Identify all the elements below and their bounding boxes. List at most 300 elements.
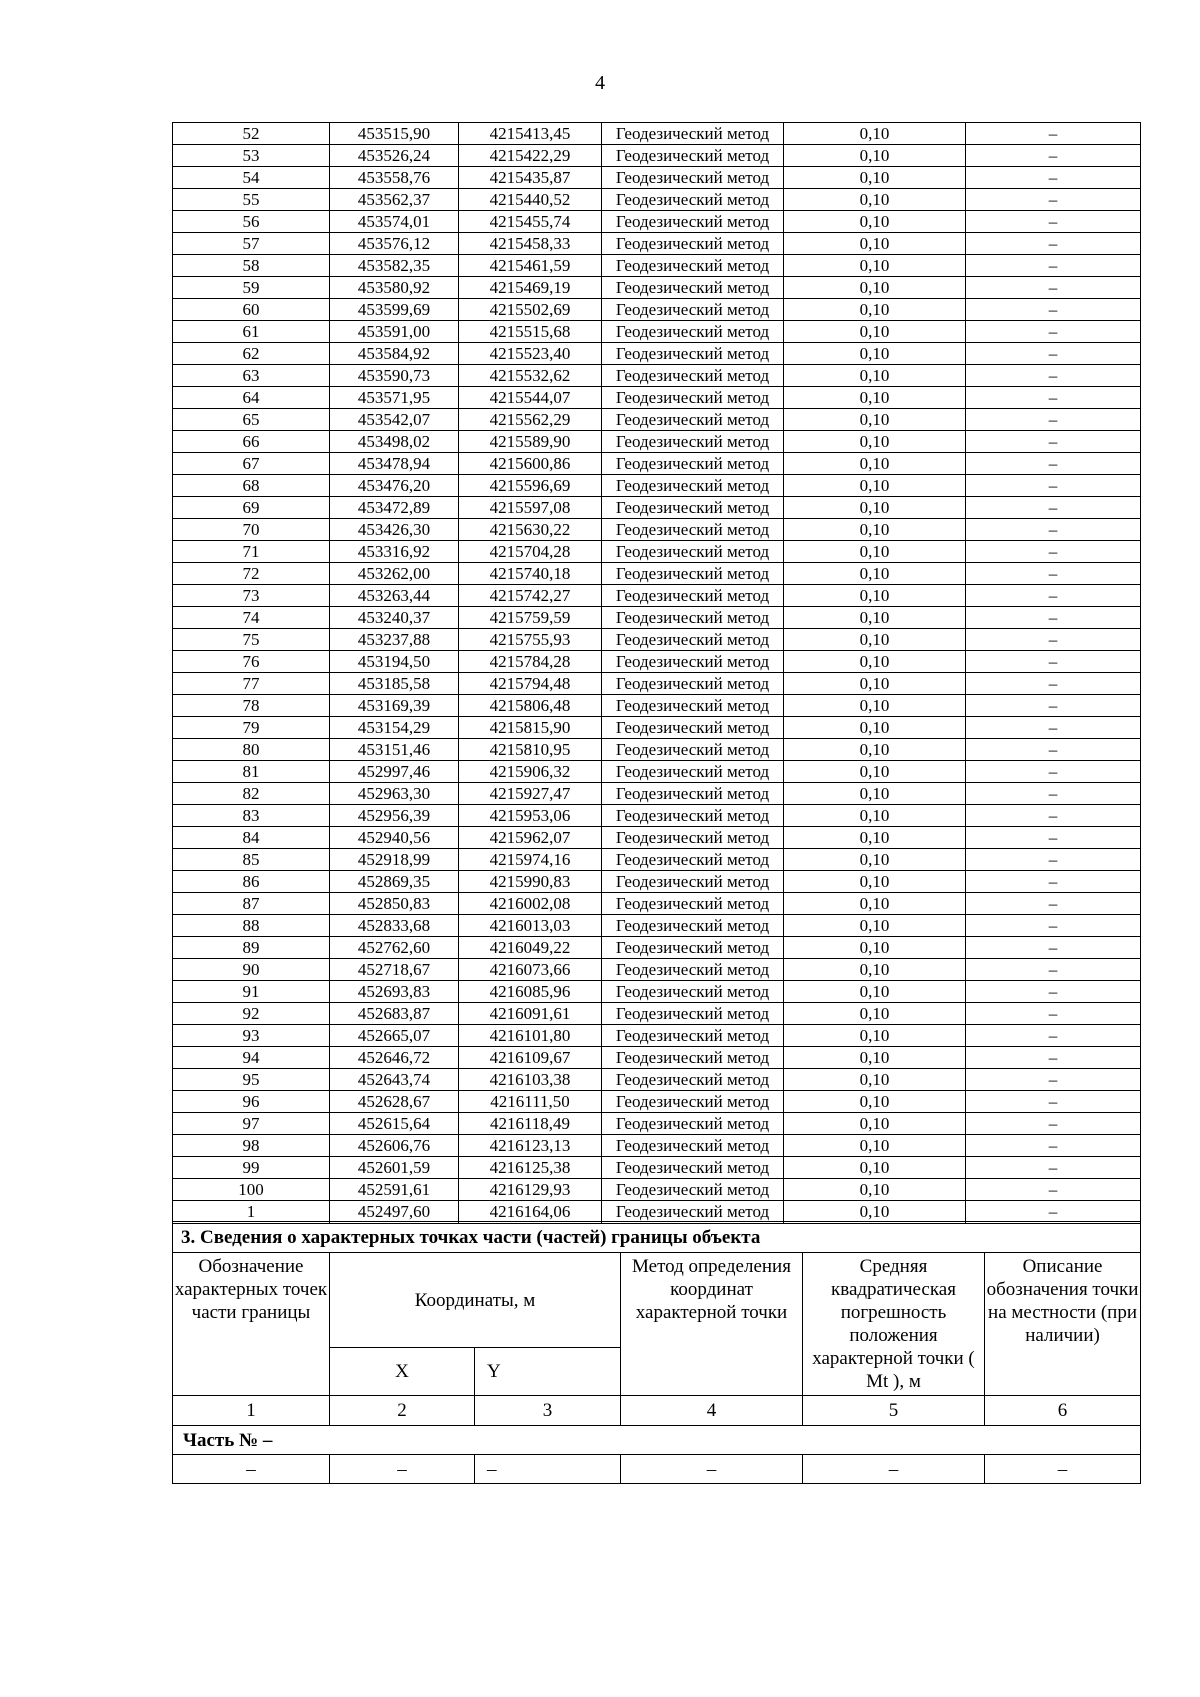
description-cell: – bbox=[966, 497, 1141, 519]
method-cell: Геодезический метод bbox=[602, 585, 784, 607]
description-cell: – bbox=[966, 321, 1141, 343]
table-row bbox=[173, 321, 1141, 343]
table-row bbox=[173, 189, 1141, 211]
table-row bbox=[173, 827, 1141, 849]
table-row bbox=[173, 475, 1141, 497]
description-cell: – bbox=[966, 211, 1141, 233]
x-coordinate-cell: 453558,76 bbox=[330, 167, 459, 189]
y-coordinate-cell: 4215455,74 bbox=[459, 211, 602, 233]
section3-title: 3. Сведения о характерных точках части (частей) границы объекта bbox=[173, 1222, 1141, 1253]
point-number-cell: 78 bbox=[173, 695, 330, 717]
error-cell: 0,10 bbox=[784, 1179, 966, 1201]
description-cell: – bbox=[966, 783, 1141, 805]
description-cell: – bbox=[966, 299, 1141, 321]
y-coordinate-cell: 4216125,38 bbox=[459, 1157, 602, 1179]
x-coordinate-cell: 452963,30 bbox=[330, 783, 459, 805]
table-row bbox=[173, 343, 1141, 365]
error-cell: 0,10 bbox=[784, 893, 966, 915]
point-number-cell: 56 bbox=[173, 211, 330, 233]
description-cell: – bbox=[966, 717, 1141, 739]
x-coordinate-cell: 453580,92 bbox=[330, 277, 459, 299]
method-cell: Геодезический метод bbox=[602, 761, 784, 783]
table-row bbox=[173, 893, 1141, 915]
description-cell: – bbox=[966, 343, 1141, 365]
method-cell: Геодезический метод bbox=[602, 211, 784, 233]
description-cell: – bbox=[966, 827, 1141, 849]
error-cell: 0,10 bbox=[784, 827, 966, 849]
x-coordinate-cell: 453574,01 bbox=[330, 211, 459, 233]
method-cell: Геодезический метод bbox=[602, 849, 784, 871]
description-cell: – bbox=[966, 585, 1141, 607]
point-number-cell: 82 bbox=[173, 783, 330, 805]
x-coordinate-cell: 452956,39 bbox=[330, 805, 459, 827]
method-cell: Геодезический метод bbox=[602, 541, 784, 563]
x-coordinate-cell: 452665,07 bbox=[330, 1025, 459, 1047]
x-coordinate-cell: 452683,87 bbox=[330, 1003, 459, 1025]
point-number-cell: 90 bbox=[173, 959, 330, 981]
error-cell: 0,10 bbox=[784, 1047, 966, 1069]
column-number: 5 bbox=[803, 1396, 985, 1426]
empty-cell: – bbox=[621, 1455, 803, 1484]
method-cell: Геодезический метод bbox=[602, 937, 784, 959]
x-coordinate-cell: 453576,12 bbox=[330, 233, 459, 255]
point-number-cell: 67 bbox=[173, 453, 330, 475]
error-cell: 0,10 bbox=[784, 585, 966, 607]
point-number-cell: 69 bbox=[173, 497, 330, 519]
table-row bbox=[173, 1047, 1141, 1069]
description-cell: – bbox=[966, 475, 1141, 497]
point-number-cell: 81 bbox=[173, 761, 330, 783]
description-cell: – bbox=[966, 673, 1141, 695]
table-row bbox=[173, 497, 1141, 519]
method-cell: Геодезический метод bbox=[602, 1113, 784, 1135]
error-cell: 0,10 bbox=[784, 981, 966, 1003]
method-cell: Геодезический метод bbox=[602, 145, 784, 167]
method-cell: Геодезический метод bbox=[602, 827, 784, 849]
empty-cell: – bbox=[985, 1455, 1141, 1484]
x-coordinate-cell: 452940,56 bbox=[330, 827, 459, 849]
description-cell: – bbox=[966, 695, 1141, 717]
y-coordinate-cell: 4215596,69 bbox=[459, 475, 602, 497]
table-row bbox=[173, 651, 1141, 673]
header-y: Y bbox=[475, 1347, 621, 1395]
error-cell: 0,10 bbox=[784, 1025, 966, 1047]
error-cell: 0,10 bbox=[784, 1069, 966, 1091]
point-number-cell: 77 bbox=[173, 673, 330, 695]
table-row bbox=[173, 1179, 1141, 1201]
header-designation: Обозначение характерных точек части границы bbox=[173, 1253, 330, 1396]
description-cell: – bbox=[966, 277, 1141, 299]
table-row bbox=[173, 123, 1141, 145]
method-cell: Геодезический метод bbox=[602, 1025, 784, 1047]
point-number-cell: 55 bbox=[173, 189, 330, 211]
part-label: Часть № – bbox=[173, 1426, 1141, 1455]
table-row bbox=[173, 673, 1141, 695]
x-coordinate-cell: 452646,72 bbox=[330, 1047, 459, 1069]
y-coordinate-cell: 4216103,38 bbox=[459, 1069, 602, 1091]
method-cell: Геодезический метод bbox=[602, 167, 784, 189]
x-coordinate-cell: 453185,58 bbox=[330, 673, 459, 695]
method-cell: Геодезический метод bbox=[602, 673, 784, 695]
description-cell: – bbox=[966, 629, 1141, 651]
description-cell: – bbox=[966, 1003, 1141, 1025]
point-number-cell: 100 bbox=[173, 1179, 330, 1201]
description-cell: – bbox=[966, 541, 1141, 563]
table-row bbox=[173, 959, 1141, 981]
method-cell: Геодезический метод bbox=[602, 1201, 784, 1224]
y-coordinate-cell: 4215532,62 bbox=[459, 365, 602, 387]
error-cell: 0,10 bbox=[784, 651, 966, 673]
x-coordinate-cell: 452869,35 bbox=[330, 871, 459, 893]
description-cell: – bbox=[966, 893, 1141, 915]
x-coordinate-cell: 453562,37 bbox=[330, 189, 459, 211]
method-cell: Геодезический метод bbox=[602, 299, 784, 321]
x-coordinate-cell: 452693,83 bbox=[330, 981, 459, 1003]
error-cell: 0,10 bbox=[784, 189, 966, 211]
error-cell: 0,10 bbox=[784, 805, 966, 827]
table-row bbox=[173, 783, 1141, 805]
table-row bbox=[173, 519, 1141, 541]
error-cell: 0,10 bbox=[784, 629, 966, 651]
method-cell: Геодезический метод bbox=[602, 519, 784, 541]
table-row bbox=[173, 695, 1141, 717]
description-cell: – bbox=[966, 607, 1141, 629]
error-cell: 0,10 bbox=[784, 695, 966, 717]
x-coordinate-cell: 453590,73 bbox=[330, 365, 459, 387]
method-cell: Геодезический метод bbox=[602, 1135, 784, 1157]
point-number-cell: 93 bbox=[173, 1025, 330, 1047]
description-cell: – bbox=[966, 1091, 1141, 1113]
method-cell: Геодезический метод bbox=[602, 497, 784, 519]
y-coordinate-cell: 4215759,59 bbox=[459, 607, 602, 629]
x-coordinate-cell: 453316,92 bbox=[330, 541, 459, 563]
error-cell: 0,10 bbox=[784, 497, 966, 519]
error-cell: 0,10 bbox=[784, 937, 966, 959]
description-cell: – bbox=[966, 233, 1141, 255]
table-row bbox=[173, 387, 1141, 409]
y-coordinate-cell: 4215990,83 bbox=[459, 871, 602, 893]
y-coordinate-cell: 4215953,06 bbox=[459, 805, 602, 827]
description-cell: – bbox=[966, 123, 1141, 145]
point-number-cell: 89 bbox=[173, 937, 330, 959]
y-coordinate-cell: 4216111,50 bbox=[459, 1091, 602, 1113]
point-number-cell: 53 bbox=[173, 145, 330, 167]
point-number-cell: 79 bbox=[173, 717, 330, 739]
empty-cell: – bbox=[475, 1455, 621, 1484]
x-coordinate-cell: 453262,00 bbox=[330, 563, 459, 585]
description-cell: – bbox=[966, 519, 1141, 541]
point-number-cell: 97 bbox=[173, 1113, 330, 1135]
x-coordinate-cell: 453599,69 bbox=[330, 299, 459, 321]
y-coordinate-cell: 4215704,28 bbox=[459, 541, 602, 563]
y-coordinate-cell: 4215740,18 bbox=[459, 563, 602, 585]
point-number-cell: 98 bbox=[173, 1135, 330, 1157]
method-cell: Геодезический метод bbox=[602, 981, 784, 1003]
y-coordinate-cell: 4216129,93 bbox=[459, 1179, 602, 1201]
error-cell: 0,10 bbox=[784, 431, 966, 453]
section3-table bbox=[172, 1221, 1141, 1484]
method-cell: Геодезический метод bbox=[602, 1179, 784, 1201]
point-number-cell: 1 bbox=[173, 1201, 330, 1224]
table-row bbox=[173, 233, 1141, 255]
empty-cell: – bbox=[173, 1455, 330, 1484]
y-coordinate-cell: 4215440,52 bbox=[459, 189, 602, 211]
error-cell: 0,10 bbox=[784, 783, 966, 805]
method-cell: Геодезический метод bbox=[602, 453, 784, 475]
method-cell: Геодезический метод bbox=[602, 651, 784, 673]
y-coordinate-cell: 4215927,47 bbox=[459, 783, 602, 805]
description-cell: – bbox=[966, 167, 1141, 189]
table-row bbox=[173, 365, 1141, 387]
method-cell: Геодезический метод bbox=[602, 871, 784, 893]
y-coordinate-cell: 4215962,07 bbox=[459, 827, 602, 849]
description-cell: – bbox=[966, 1135, 1141, 1157]
description-cell: – bbox=[966, 849, 1141, 871]
y-coordinate-cell: 4215784,28 bbox=[459, 651, 602, 673]
method-cell: Геодезический метод bbox=[602, 695, 784, 717]
table-row bbox=[173, 563, 1141, 585]
method-cell: Геодезический метод bbox=[602, 321, 784, 343]
x-coordinate-cell: 453571,95 bbox=[330, 387, 459, 409]
method-cell: Геодезический метод bbox=[602, 387, 784, 409]
table-row bbox=[173, 453, 1141, 475]
point-number-cell: 57 bbox=[173, 233, 330, 255]
description-cell: – bbox=[966, 937, 1141, 959]
point-number-cell: 87 bbox=[173, 893, 330, 915]
header-description: Описание обозначения точки на местности (при наличии) bbox=[985, 1253, 1141, 1396]
y-coordinate-cell: 4215502,69 bbox=[459, 299, 602, 321]
error-cell: 0,10 bbox=[784, 387, 966, 409]
method-cell: Геодезический метод bbox=[602, 893, 784, 915]
error-cell: 0,10 bbox=[784, 717, 966, 739]
point-number-cell: 52 bbox=[173, 123, 330, 145]
point-number-cell: 83 bbox=[173, 805, 330, 827]
error-cell: 0,10 bbox=[784, 673, 966, 695]
method-cell: Геодезический метод bbox=[602, 277, 784, 299]
header-method: Метод определения координат характерной точки bbox=[621, 1253, 803, 1396]
error-cell: 0,10 bbox=[784, 343, 966, 365]
method-cell: Геодезический метод bbox=[602, 783, 784, 805]
point-number-cell: 91 bbox=[173, 981, 330, 1003]
point-number-cell: 61 bbox=[173, 321, 330, 343]
point-number-cell: 58 bbox=[173, 255, 330, 277]
table-row bbox=[173, 1003, 1141, 1025]
point-number-cell: 65 bbox=[173, 409, 330, 431]
description-cell: – bbox=[966, 761, 1141, 783]
y-coordinate-cell: 4215794,48 bbox=[459, 673, 602, 695]
error-cell: 0,10 bbox=[784, 321, 966, 343]
x-coordinate-cell: 452643,74 bbox=[330, 1069, 459, 1091]
y-coordinate-cell: 4216118,49 bbox=[459, 1113, 602, 1135]
empty-cell: – bbox=[803, 1455, 985, 1484]
point-number-cell: 75 bbox=[173, 629, 330, 651]
column-number: 3 bbox=[475, 1396, 621, 1426]
x-coordinate-cell: 453472,89 bbox=[330, 497, 459, 519]
error-cell: 0,10 bbox=[784, 959, 966, 981]
point-number-cell: 63 bbox=[173, 365, 330, 387]
method-cell: Геодезический метод bbox=[602, 475, 784, 497]
method-cell: Геодезический метод bbox=[602, 805, 784, 827]
y-coordinate-cell: 4215755,93 bbox=[459, 629, 602, 651]
point-number-cell: 85 bbox=[173, 849, 330, 871]
x-coordinate-cell: 452497,60 bbox=[330, 1201, 459, 1224]
error-cell: 0,10 bbox=[784, 1091, 966, 1113]
method-cell: Геодезический метод bbox=[602, 233, 784, 255]
point-number-cell: 84 bbox=[173, 827, 330, 849]
column-number: 6 bbox=[985, 1396, 1141, 1426]
point-number-cell: 70 bbox=[173, 519, 330, 541]
y-coordinate-cell: 4215806,48 bbox=[459, 695, 602, 717]
method-cell: Геодезический метод bbox=[602, 1047, 784, 1069]
column-number: 2 bbox=[330, 1396, 475, 1426]
point-number-cell: 94 bbox=[173, 1047, 330, 1069]
table-row bbox=[173, 1091, 1141, 1113]
error-cell: 0,10 bbox=[784, 277, 966, 299]
table-row bbox=[173, 1113, 1141, 1135]
point-number-cell: 80 bbox=[173, 739, 330, 761]
error-cell: 0,10 bbox=[784, 299, 966, 321]
table-row bbox=[173, 409, 1141, 431]
y-coordinate-cell: 4215597,08 bbox=[459, 497, 602, 519]
point-number-cell: 76 bbox=[173, 651, 330, 673]
x-coordinate-cell: 453169,39 bbox=[330, 695, 459, 717]
header-error: Средняя квадратическая погрешность положения характерной точки ( Mt ), м bbox=[803, 1253, 985, 1396]
table-row bbox=[173, 1135, 1141, 1157]
x-coordinate-cell: 453194,50 bbox=[330, 651, 459, 673]
table-row bbox=[173, 1069, 1141, 1091]
method-cell: Геодезический метод bbox=[602, 607, 784, 629]
y-coordinate-cell: 4216073,66 bbox=[459, 959, 602, 981]
point-number-cell: 54 bbox=[173, 167, 330, 189]
description-cell: – bbox=[966, 1201, 1141, 1224]
table-row bbox=[173, 277, 1141, 299]
error-cell: 0,10 bbox=[784, 409, 966, 431]
error-cell: 0,10 bbox=[784, 167, 966, 189]
x-coordinate-cell: 453240,37 bbox=[330, 607, 459, 629]
table-row bbox=[173, 541, 1141, 563]
x-coordinate-cell: 453584,92 bbox=[330, 343, 459, 365]
method-cell: Геодезический метод bbox=[602, 409, 784, 431]
description-cell: – bbox=[966, 1157, 1141, 1179]
method-cell: Геодезический метод bbox=[602, 343, 784, 365]
method-cell: Геодезический метод bbox=[602, 255, 784, 277]
table-row bbox=[173, 1025, 1141, 1047]
description-cell: – bbox=[966, 805, 1141, 827]
description-cell: – bbox=[966, 189, 1141, 211]
description-cell: – bbox=[966, 981, 1141, 1003]
error-cell: 0,10 bbox=[784, 761, 966, 783]
x-coordinate-cell: 453151,46 bbox=[330, 739, 459, 761]
y-coordinate-cell: 4215630,22 bbox=[459, 519, 602, 541]
description-cell: – bbox=[966, 409, 1141, 431]
x-coordinate-cell: 453237,88 bbox=[330, 629, 459, 651]
y-coordinate-cell: 4215461,59 bbox=[459, 255, 602, 277]
table-row bbox=[173, 629, 1141, 651]
description-cell: – bbox=[966, 453, 1141, 475]
x-coordinate-cell: 452615,64 bbox=[330, 1113, 459, 1135]
point-number-cell: 59 bbox=[173, 277, 330, 299]
error-cell: 0,10 bbox=[784, 453, 966, 475]
method-cell: Геодезический метод bbox=[602, 1091, 784, 1113]
error-cell: 0,10 bbox=[784, 563, 966, 585]
point-number-cell: 62 bbox=[173, 343, 330, 365]
x-coordinate-cell: 453426,30 bbox=[330, 519, 459, 541]
y-coordinate-cell: 4215422,29 bbox=[459, 145, 602, 167]
method-cell: Геодезический метод bbox=[602, 915, 784, 937]
error-cell: 0,10 bbox=[784, 1113, 966, 1135]
description-cell: – bbox=[966, 255, 1141, 277]
error-cell: 0,10 bbox=[784, 145, 966, 167]
y-coordinate-cell: 4215810,95 bbox=[459, 739, 602, 761]
x-coordinate-cell: 453542,07 bbox=[330, 409, 459, 431]
method-cell: Геодезический метод bbox=[602, 1069, 784, 1091]
error-cell: 0,10 bbox=[784, 1003, 966, 1025]
y-coordinate-cell: 4216101,80 bbox=[459, 1025, 602, 1047]
y-coordinate-cell: 4216013,03 bbox=[459, 915, 602, 937]
table-row bbox=[173, 761, 1141, 783]
y-coordinate-cell: 4216002,08 bbox=[459, 893, 602, 915]
description-cell: – bbox=[966, 871, 1141, 893]
x-coordinate-cell: 453526,24 bbox=[330, 145, 459, 167]
y-coordinate-cell: 4215523,40 bbox=[459, 343, 602, 365]
coordinates-table bbox=[172, 122, 1141, 1224]
x-coordinate-cell: 452997,46 bbox=[330, 761, 459, 783]
y-coordinate-cell: 4215742,27 bbox=[459, 585, 602, 607]
x-coordinate-cell: 452606,76 bbox=[330, 1135, 459, 1157]
table-row bbox=[173, 871, 1141, 893]
x-coordinate-cell: 452762,60 bbox=[330, 937, 459, 959]
x-coordinate-cell: 453582,35 bbox=[330, 255, 459, 277]
x-coordinate-cell: 452833,68 bbox=[330, 915, 459, 937]
table-row bbox=[173, 805, 1141, 827]
x-coordinate-cell: 453478,94 bbox=[330, 453, 459, 475]
point-number-cell: 95 bbox=[173, 1069, 330, 1091]
table-row bbox=[173, 585, 1141, 607]
y-coordinate-cell: 4215469,19 bbox=[459, 277, 602, 299]
point-number-cell: 60 bbox=[173, 299, 330, 321]
error-cell: 0,10 bbox=[784, 607, 966, 629]
table-row bbox=[173, 145, 1141, 167]
error-cell: 0,10 bbox=[784, 1201, 966, 1224]
description-cell: – bbox=[966, 145, 1141, 167]
method-cell: Геодезический метод bbox=[602, 365, 784, 387]
y-coordinate-cell: 4216085,96 bbox=[459, 981, 602, 1003]
table-row bbox=[173, 299, 1141, 321]
point-number-cell: 68 bbox=[173, 475, 330, 497]
point-number-cell: 92 bbox=[173, 1003, 330, 1025]
table-row bbox=[173, 739, 1141, 761]
description-cell: – bbox=[966, 1025, 1141, 1047]
y-coordinate-cell: 4216049,22 bbox=[459, 937, 602, 959]
description-cell: – bbox=[966, 365, 1141, 387]
description-cell: – bbox=[966, 651, 1141, 673]
method-cell: Геодезический метод bbox=[602, 1003, 784, 1025]
page-number: 4 bbox=[595, 72, 605, 94]
table-row bbox=[173, 981, 1141, 1003]
point-number-cell: 71 bbox=[173, 541, 330, 563]
method-cell: Геодезический метод bbox=[602, 959, 784, 981]
error-cell: 0,10 bbox=[784, 1135, 966, 1157]
x-coordinate-cell: 453154,29 bbox=[330, 717, 459, 739]
table-row bbox=[173, 1157, 1141, 1179]
y-coordinate-cell: 4216109,67 bbox=[459, 1047, 602, 1069]
table-row bbox=[173, 915, 1141, 937]
error-cell: 0,10 bbox=[784, 255, 966, 277]
x-coordinate-cell: 452718,67 bbox=[330, 959, 459, 981]
description-cell: – bbox=[966, 1113, 1141, 1135]
empty-cell: – bbox=[330, 1455, 475, 1484]
y-coordinate-cell: 4216123,13 bbox=[459, 1135, 602, 1157]
